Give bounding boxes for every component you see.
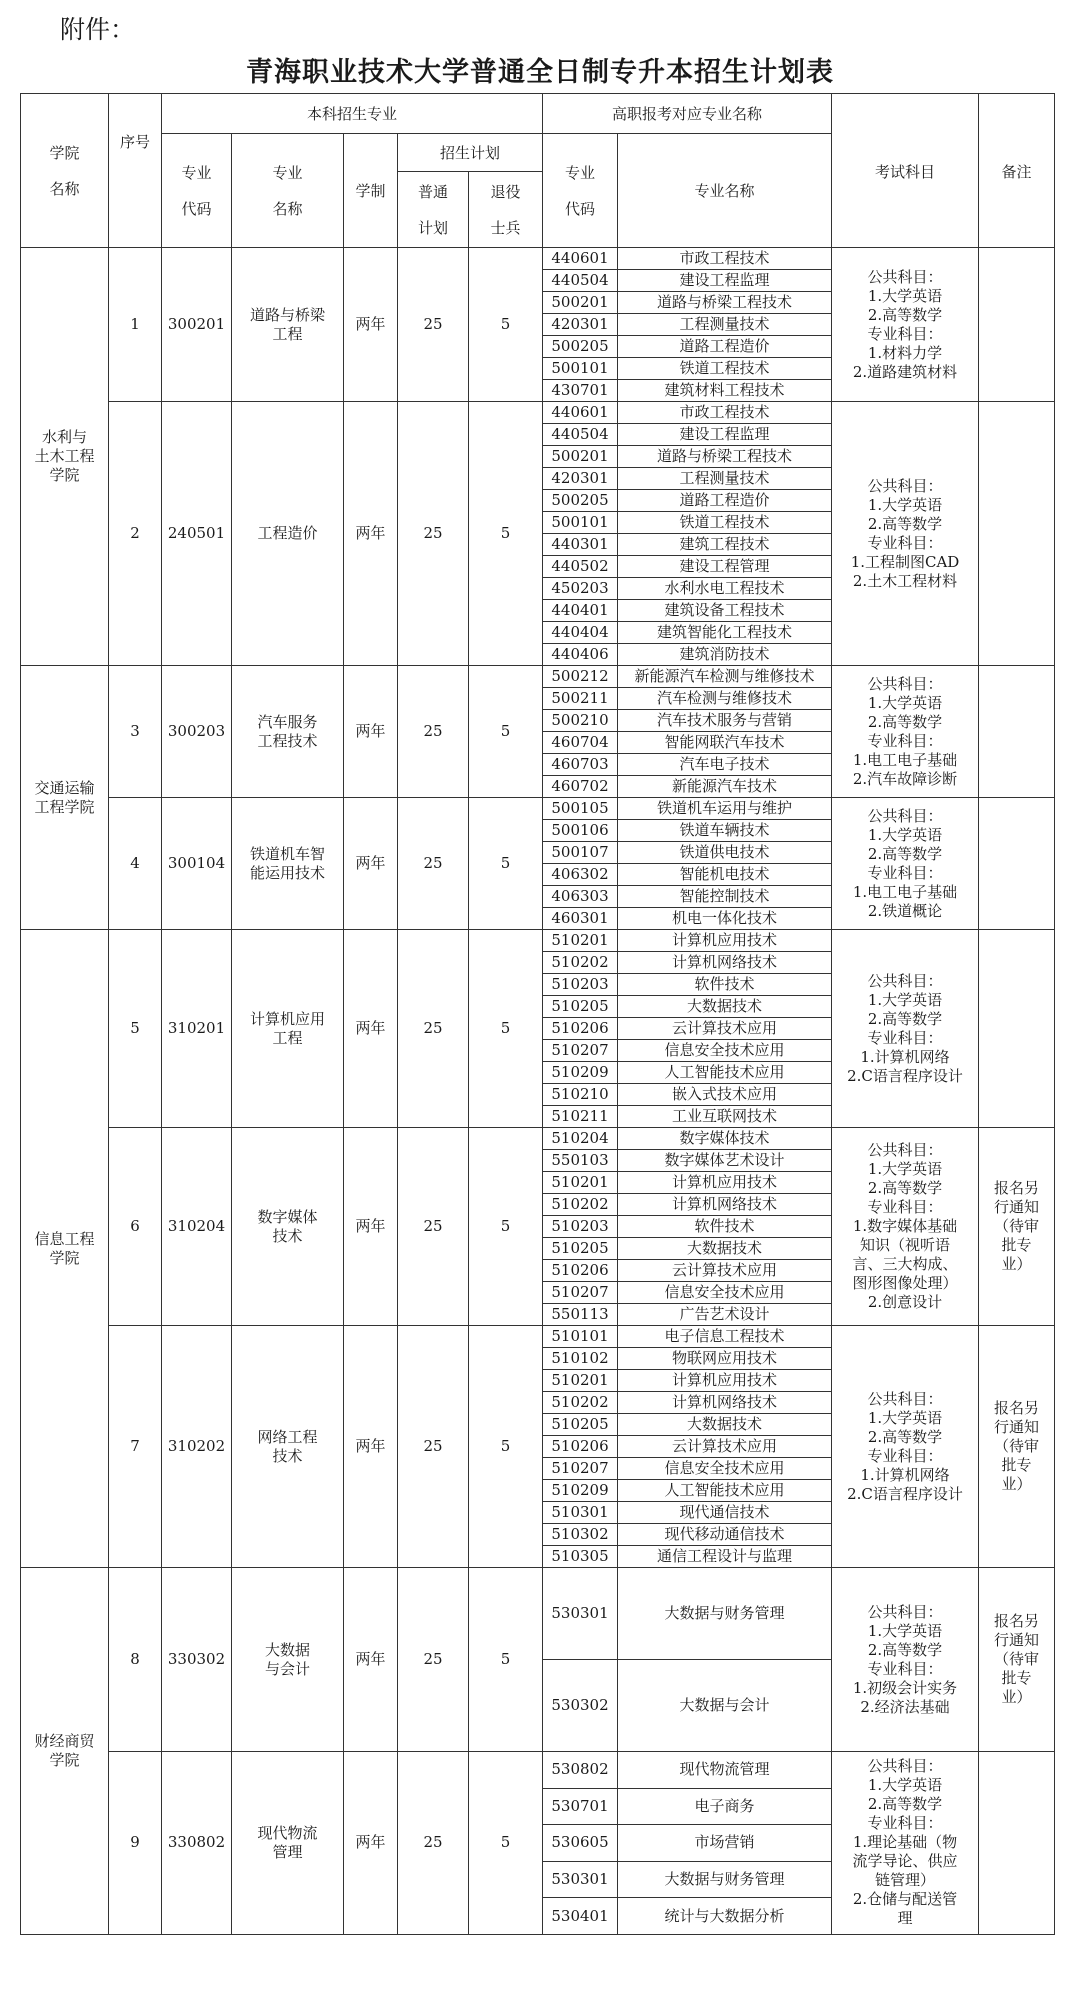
vocational-code: 530302 <box>543 1660 618 1752</box>
vocational-name: 信息安全技术应用 <box>618 1458 832 1480</box>
vocational-name: 新能源汽车检测与维修技术 <box>618 666 832 688</box>
header-plan-group: 招生计划 <box>398 134 543 172</box>
vocational-name: 大数据技术 <box>618 1414 832 1436</box>
veteran-plan: 5 <box>469 1752 543 1935</box>
vocational-code: 440504 <box>543 270 618 292</box>
regular-plan: 25 <box>398 1326 469 1568</box>
vocational-name: 数字媒体艺术设计 <box>618 1150 832 1172</box>
exam-subjects: 公共科目： 1.大学英语 2.高等数学 专业科目： 1.数字媒体基础 知识（视听语 言、三大构成、 图形图像处理） 2.创意设计 <box>832 1128 979 1326</box>
vocational-name: 云计算技术应用 <box>618 1260 832 1282</box>
major-code: 310202 <box>162 1326 232 1568</box>
vocational-code: 510201 <box>543 1370 618 1392</box>
major-code: 330802 <box>162 1752 232 1935</box>
vocational-name: 建筑智能化工程技术 <box>618 622 832 644</box>
vocational-code: 440406 <box>543 644 618 666</box>
vocational-code: 500210 <box>543 710 618 732</box>
seq-number: 8 <box>109 1568 162 1752</box>
veteran-plan: 5 <box>469 1568 543 1752</box>
veteran-plan: 5 <box>469 798 543 930</box>
header-vocational-group: 高职报考对应专业名称 <box>543 94 832 134</box>
vocational-name: 建设工程监理 <box>618 270 832 292</box>
vocational-name: 信息安全技术应用 <box>618 1040 832 1062</box>
vocational-code: 440404 <box>543 622 618 644</box>
vocational-code: 460703 <box>543 754 618 776</box>
vocational-code: 510301 <box>543 1502 618 1524</box>
vocational-name: 大数据与财务管理 <box>618 1861 832 1898</box>
vocational-name: 电子信息工程技术 <box>618 1326 832 1348</box>
table-row <box>21 1128 1055 1150</box>
vocational-name: 大数据与会计 <box>618 1660 832 1752</box>
vocational-code: 510206 <box>543 1018 618 1040</box>
vocational-code: 510207 <box>543 1458 618 1480</box>
vocational-code: 510209 <box>543 1480 618 1502</box>
major-code: 330302 <box>162 1568 232 1752</box>
vocational-name: 建筑材料工程技术 <box>618 380 832 402</box>
regular-plan: 25 <box>398 402 469 666</box>
vocational-code: 510209 <box>543 1062 618 1084</box>
vocational-code: 530605 <box>543 1825 618 1862</box>
duration: 两年 <box>344 1568 398 1752</box>
vocational-code: 440601 <box>543 402 618 424</box>
vocational-code: 500205 <box>543 336 618 358</box>
vocational-code: 510302 <box>543 1524 618 1546</box>
vocational-code: 440401 <box>543 600 618 622</box>
header-duration: 学制 <box>344 134 398 248</box>
veteran-plan: 5 <box>469 666 543 798</box>
vocational-code: 500201 <box>543 292 618 314</box>
vocational-code: 530301 <box>543 1861 618 1898</box>
duration: 两年 <box>344 402 398 666</box>
vocational-code: 510204 <box>543 1128 618 1150</box>
vocational-code: 500107 <box>543 842 618 864</box>
vocational-name: 汽车电子技术 <box>618 754 832 776</box>
vocational-name: 道路工程造价 <box>618 490 832 512</box>
seq-number: 9 <box>109 1752 162 1935</box>
remark <box>979 930 1055 1128</box>
vocational-name: 建设工程监理 <box>618 424 832 446</box>
vocational-name: 计算机网络技术 <box>618 1194 832 1216</box>
vocational-name: 铁道工程技术 <box>618 512 832 534</box>
vocational-code: 510101 <box>543 1326 618 1348</box>
vocational-code: 500101 <box>543 358 618 380</box>
vocational-code: 440301 <box>543 534 618 556</box>
major-name: 计算机应用 工程 <box>232 930 344 1128</box>
remark <box>979 666 1055 798</box>
vocational-code: 510202 <box>543 1194 618 1216</box>
regular-plan: 25 <box>398 248 469 402</box>
vocational-code: 510102 <box>543 1348 618 1370</box>
vocational-name: 电子商务 <box>618 1788 832 1825</box>
vocational-code: 500205 <box>543 490 618 512</box>
duration: 两年 <box>344 930 398 1128</box>
vocational-name: 工程测量技术 <box>618 468 832 490</box>
major-code: 300201 <box>162 248 232 402</box>
exam-subjects: 公共科目： 1.大学英语 2.高等数学 专业科目： 1.初级会计实务 2.经济法基础 <box>832 1568 979 1752</box>
vocational-name: 人工智能技术应用 <box>618 1062 832 1084</box>
vocational-name: 大数据与财务管理 <box>618 1568 832 1660</box>
vocational-code: 406302 <box>543 864 618 886</box>
vocational-code: 450203 <box>543 578 618 600</box>
vocational-code: 510207 <box>543 1040 618 1062</box>
major-name: 网络工程 技术 <box>232 1326 344 1568</box>
major-name: 现代物流 管理 <box>232 1752 344 1935</box>
regular-plan: 25 <box>398 1568 469 1752</box>
duration: 两年 <box>344 1326 398 1568</box>
vocational-code: 530802 <box>543 1752 618 1789</box>
vocational-code: 510207 <box>543 1282 618 1304</box>
vocational-name: 汽车检测与维修技术 <box>618 688 832 710</box>
major-name: 数字媒体 技术 <box>232 1128 344 1326</box>
veteran-plan: 5 <box>469 930 543 1128</box>
vocational-name: 计算机应用技术 <box>618 930 832 952</box>
vocational-name: 广告艺术设计 <box>618 1304 832 1326</box>
college-name: 财经商贸 学院 <box>21 1568 109 1935</box>
exam-subjects: 公共科目： 1.大学英语 2.高等数学 专业科目： 1.工程制图CAD 2.土木工程材料 <box>832 402 979 666</box>
duration: 两年 <box>344 1128 398 1326</box>
table-row <box>21 402 1055 424</box>
vocational-code: 510202 <box>543 952 618 974</box>
annex-label: 附件： <box>60 15 136 44</box>
vocational-name: 铁道供电技术 <box>618 842 832 864</box>
page-title: 青海职业技术大学普通全日制专升本招生计划表 <box>246 57 834 88</box>
vocational-name: 智能机电技术 <box>618 864 832 886</box>
regular-plan: 25 <box>398 798 469 930</box>
major-code: 240501 <box>162 402 232 666</box>
vocational-name: 市场营销 <box>618 1825 832 1862</box>
remark: 报名另 行通知 （待审 批专 业） <box>979 1568 1055 1752</box>
vocational-name: 工程测量技术 <box>618 314 832 336</box>
header-regular: 普通 计划 <box>398 172 469 248</box>
college-name: 信息工程 学院 <box>21 930 109 1568</box>
vocational-code: 510206 <box>543 1436 618 1458</box>
vocational-name: 物联网应用技术 <box>618 1348 832 1370</box>
vocational-name: 软件技术 <box>618 1216 832 1238</box>
table-row <box>21 1752 1055 1789</box>
exam-subjects: 公共科目： 1.大学英语 2.高等数学 专业科目： 1.计算机网络 2.C语言程序设计 <box>832 1326 979 1568</box>
vocational-name: 市政工程技术 <box>618 248 832 270</box>
vocational-code: 530401 <box>543 1898 618 1935</box>
exam-subjects: 公共科目： 1.大学英语 2.高等数学 专业科目： 1.电工电子基础 2.铁道概论 <box>832 798 979 930</box>
major-code: 300203 <box>162 666 232 798</box>
header-bachelor-group: 本科招生专业 <box>162 94 543 134</box>
remark: 报名另 行通知 （待审 批专 业） <box>979 1326 1055 1568</box>
vocational-name: 建筑消防技术 <box>618 644 832 666</box>
vocational-name: 嵌入式技术应用 <box>618 1084 832 1106</box>
vocational-code: 430701 <box>543 380 618 402</box>
duration: 两年 <box>344 666 398 798</box>
vocational-code: 420301 <box>543 314 618 336</box>
remark <box>979 798 1055 930</box>
vocational-code: 420301 <box>543 468 618 490</box>
header-code: 专业 代码 <box>162 134 232 248</box>
table-row <box>21 1326 1055 1348</box>
vocational-name: 通信工程设计与监理 <box>618 1546 832 1568</box>
major-name: 大数据 与会计 <box>232 1568 344 1752</box>
veteran-plan: 5 <box>469 402 543 666</box>
regular-plan: 25 <box>398 666 469 798</box>
header-voc-code: 专业 代码 <box>543 134 618 248</box>
header-exam: 考试科目 <box>832 94 979 248</box>
vocational-code: 550113 <box>543 1304 618 1326</box>
vocational-code: 550103 <box>543 1150 618 1172</box>
vocational-name: 建设工程管理 <box>618 556 832 578</box>
header-college: 学院 名称 <box>21 94 109 248</box>
exam-subjects: 公共科目： 1.大学英语 2.高等数学 专业科目： 1.理论基础（物 流学导论、供应 链管理） 2.仓储与配送管 理 <box>832 1752 979 1935</box>
seq-number: 2 <box>109 402 162 666</box>
vocational-name: 智能网联汽车技术 <box>618 732 832 754</box>
vocational-code: 510211 <box>543 1106 618 1128</box>
vocational-name: 铁道工程技术 <box>618 358 832 380</box>
vocational-code: 510202 <box>543 1392 618 1414</box>
header-remark: 备注 <box>979 94 1055 248</box>
veteran-plan: 5 <box>469 1326 543 1568</box>
seq-number: 7 <box>109 1326 162 1568</box>
vocational-name: 计算机网络技术 <box>618 952 832 974</box>
vocational-name: 智能控制技术 <box>618 886 832 908</box>
seq-number: 4 <box>109 798 162 930</box>
vocational-code: 500106 <box>543 820 618 842</box>
vocational-name: 数字媒体技术 <box>618 1128 832 1150</box>
major-code: 310204 <box>162 1128 232 1326</box>
college-name: 水利与 土木工程 学院 <box>21 248 109 666</box>
vocational-name: 机电一体化技术 <box>618 908 832 930</box>
major-code: 310201 <box>162 930 232 1128</box>
seq-number: 6 <box>109 1128 162 1326</box>
vocational-code: 510203 <box>543 1216 618 1238</box>
vocational-code: 510205 <box>543 996 618 1018</box>
enrollment-plan-table <box>20 93 1055 1935</box>
vocational-name: 人工智能技术应用 <box>618 1480 832 1502</box>
vocational-name: 云计算技术应用 <box>618 1018 832 1040</box>
header-voc-name: 专业名称 <box>618 134 832 248</box>
vocational-code: 510201 <box>543 1172 618 1194</box>
vocational-code: 510203 <box>543 974 618 996</box>
vocational-name: 计算机应用技术 <box>618 1370 832 1392</box>
vocational-code: 440504 <box>543 424 618 446</box>
vocational-name: 软件技术 <box>618 974 832 996</box>
table-row <box>21 1568 1055 1660</box>
vocational-code: 510305 <box>543 1546 618 1568</box>
vocational-name: 现代通信技术 <box>618 1502 832 1524</box>
vocational-code: 510206 <box>543 1260 618 1282</box>
duration: 两年 <box>344 798 398 930</box>
table-row <box>21 248 1055 270</box>
vocational-name: 大数据技术 <box>618 1238 832 1260</box>
vocational-name: 道路工程造价 <box>618 336 832 358</box>
vocational-code: 440601 <box>543 248 618 270</box>
vocational-name: 现代移动通信技术 <box>618 1524 832 1546</box>
major-code: 300104 <box>162 798 232 930</box>
header-major-name: 专业 名称 <box>232 134 344 248</box>
vocational-name: 铁道车辆技术 <box>618 820 832 842</box>
remark <box>979 1752 1055 1935</box>
vocational-code: 406303 <box>543 886 618 908</box>
table-row <box>21 798 1055 820</box>
vocational-name: 现代物流管理 <box>618 1752 832 1789</box>
vocational-code: 500211 <box>543 688 618 710</box>
duration: 两年 <box>344 1752 398 1935</box>
vocational-name: 计算机网络技术 <box>618 1392 832 1414</box>
remark <box>979 248 1055 402</box>
vocational-code: 530701 <box>543 1788 618 1825</box>
vocational-code: 500201 <box>543 446 618 468</box>
veteran-plan: 5 <box>469 1128 543 1326</box>
vocational-code: 460704 <box>543 732 618 754</box>
exam-subjects: 公共科目： 1.大学英语 2.高等数学 专业科目： 1.电工电子基础 2.汽车故障诊断 <box>832 666 979 798</box>
vocational-name: 工业互联网技术 <box>618 1106 832 1128</box>
vocational-name: 市政工程技术 <box>618 402 832 424</box>
remark: 报名另 行通知 （待审 批专 业） <box>979 1128 1055 1326</box>
vocational-code: 440502 <box>543 556 618 578</box>
major-name: 汽车服务 工程技术 <box>232 666 344 798</box>
vocational-name: 建筑设备工程技术 <box>618 600 832 622</box>
vocational-name: 汽车技术服务与营销 <box>618 710 832 732</box>
vocational-code: 500105 <box>543 798 618 820</box>
seq-number: 3 <box>109 666 162 798</box>
seq-number: 1 <box>109 248 162 402</box>
vocational-name: 计算机应用技术 <box>618 1172 832 1194</box>
vocational-name: 铁道机车运用与维护 <box>618 798 832 820</box>
regular-plan: 25 <box>398 1128 469 1326</box>
vocational-name: 信息安全技术应用 <box>618 1282 832 1304</box>
remark <box>979 402 1055 666</box>
vocational-code: 510205 <box>543 1414 618 1436</box>
vocational-name: 统计与大数据分析 <box>618 1898 832 1935</box>
vocational-code: 460301 <box>543 908 618 930</box>
vocational-code: 530301 <box>543 1568 618 1660</box>
vocational-name: 云计算技术应用 <box>618 1436 832 1458</box>
header-seq: 序号 <box>109 94 162 248</box>
major-name: 道路与桥梁 工程 <box>232 248 344 402</box>
veteran-plan: 5 <box>469 248 543 402</box>
vocational-code: 510210 <box>543 1084 618 1106</box>
vocational-code: 460702 <box>543 776 618 798</box>
regular-plan: 25 <box>398 1752 469 1935</box>
vocational-code: 510205 <box>543 1238 618 1260</box>
table-row <box>21 666 1055 688</box>
vocational-name: 水利水电工程技术 <box>618 578 832 600</box>
vocational-code: 500101 <box>543 512 618 534</box>
vocational-code: 500212 <box>543 666 618 688</box>
exam-subjects: 公共科目： 1.大学英语 2.高等数学 专业科目： 1.计算机网络 2.C语言程序设计 <box>832 930 979 1128</box>
major-name: 铁道机车智 能运用技术 <box>232 798 344 930</box>
seq-number: 5 <box>109 930 162 1128</box>
vocational-code: 510201 <box>543 930 618 952</box>
vocational-name: 建筑工程技术 <box>618 534 832 556</box>
vocational-name: 新能源汽车技术 <box>618 776 832 798</box>
exam-subjects: 公共科目： 1.大学英语 2.高等数学 专业科目： 1.材料力学 2.道路建筑材料 <box>832 248 979 402</box>
major-name: 工程造价 <box>232 402 344 666</box>
vocational-name: 道路与桥梁工程技术 <box>618 292 832 314</box>
table-row <box>21 930 1055 952</box>
duration: 两年 <box>344 248 398 402</box>
header-veteran: 退役 士兵 <box>469 172 543 248</box>
regular-plan: 25 <box>398 930 469 1128</box>
college-name: 交通运输 工程学院 <box>21 666 109 930</box>
vocational-name: 道路与桥梁工程技术 <box>618 446 832 468</box>
vocational-name: 大数据技术 <box>618 996 832 1018</box>
